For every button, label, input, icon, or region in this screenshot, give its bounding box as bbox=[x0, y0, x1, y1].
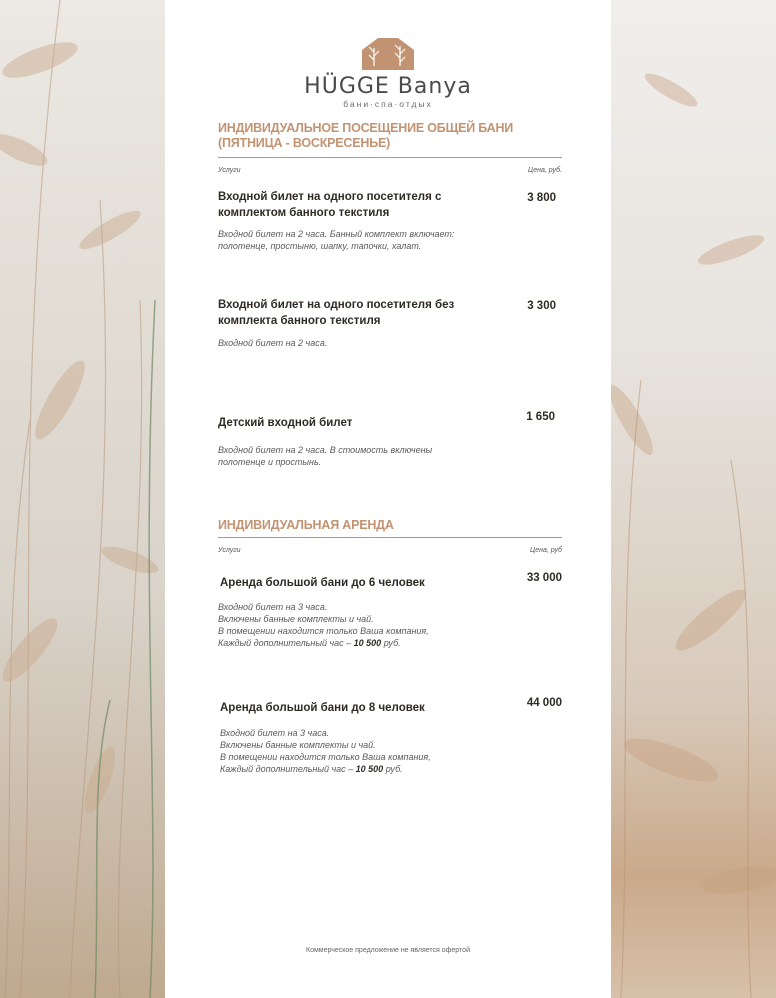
extra-hour-price: 10 500 bbox=[355, 764, 384, 774]
background-grass-right bbox=[611, 0, 776, 998]
item-name: Аренда большой бани до 6 человек bbox=[220, 577, 425, 589]
description-line-extra-hour bbox=[220, 763, 520, 775]
section-title-private-rent: ИНДИВИДУАЛЬНАЯ АРЕНДА bbox=[218, 518, 394, 532]
section-divider bbox=[218, 537, 562, 538]
item-price: 1 650 bbox=[526, 411, 555, 423]
item-description bbox=[218, 337, 518, 349]
house-logo-icon bbox=[360, 36, 416, 72]
section-title-line: (ПЯТНИЦА - ВОСКРЕСЕНЬЕ) bbox=[218, 136, 391, 150]
item-description bbox=[218, 228, 518, 252]
item-description bbox=[218, 444, 518, 468]
description-line: Включены банные комплекты и чай. bbox=[218, 614, 374, 624]
description-line: полотенце и простынь. bbox=[218, 457, 322, 467]
item-name: Аренда большой бани до 8 человек bbox=[220, 702, 425, 714]
description-line-extra-hour bbox=[218, 637, 518, 649]
description-line: В помещении находится только Ваша компания, bbox=[220, 752, 431, 762]
item-price: 33 000 bbox=[526, 572, 562, 584]
column-header-price: Цена, руб bbox=[529, 547, 562, 554]
item-name: Входной билет на одного посетителя с комплектом банного текстиля bbox=[218, 191, 442, 219]
extra-hour-unit: руб. bbox=[381, 638, 401, 648]
footer-disclaimer: Коммерческое предложение не является офертой bbox=[306, 947, 470, 954]
background-grass-left bbox=[0, 0, 165, 998]
logo bbox=[165, 36, 611, 109]
item-price: 3 300 bbox=[527, 300, 556, 312]
column-header-services: Услуги bbox=[218, 167, 241, 174]
brand-tagline: бани·спа·отдых bbox=[343, 99, 433, 109]
description-line: Входной билет на 2 часа. Банный комплект включает: bbox=[218, 229, 455, 239]
item-name: Детский входной билет bbox=[218, 417, 353, 429]
extra-hour-label: Каждый дополнительный час – bbox=[218, 638, 354, 648]
column-header-price: Цена, руб. bbox=[528, 167, 562, 174]
item-name: Входной билет на одного посетителя без комплекта банного текстиля bbox=[218, 299, 455, 327]
extra-hour-price: 10 500 bbox=[353, 638, 382, 648]
brand-name: HÜGGE Banya bbox=[304, 74, 472, 99]
column-header-services: Услуги bbox=[218, 547, 241, 554]
extra-hour-label: Каждый дополнительный час – bbox=[220, 764, 356, 774]
section-divider bbox=[218, 157, 562, 158]
description-line: Входной билет на 3 часа. bbox=[218, 602, 328, 612]
item-description bbox=[220, 727, 520, 775]
description-line: Входной билет на 3 часа. bbox=[220, 728, 330, 738]
section-title-public-bath bbox=[218, 121, 562, 151]
description-line: Входной билет на 2 часа. bbox=[218, 338, 328, 348]
extra-hour-unit: руб. bbox=[383, 764, 403, 774]
description-line: В помещении находится только Ваша компания, bbox=[218, 626, 429, 636]
description-line: Включены банные комплекты и чай. bbox=[220, 740, 376, 750]
item-description bbox=[218, 601, 518, 649]
section-title-line: ИНДИВИДУАЛЬНОЕ ПОСЕЩЕНИЕ ОБЩЕЙ БАНИ bbox=[218, 121, 514, 135]
price-sheet bbox=[165, 0, 611, 998]
item-price: 44 000 bbox=[526, 697, 562, 709]
description-line: Входной билет на 2 часа. В стоимость включены bbox=[218, 445, 433, 455]
item-price: 3 800 bbox=[527, 192, 556, 204]
description-line: полотенце, простыню, шапку, тапочки, халат. bbox=[218, 241, 422, 251]
